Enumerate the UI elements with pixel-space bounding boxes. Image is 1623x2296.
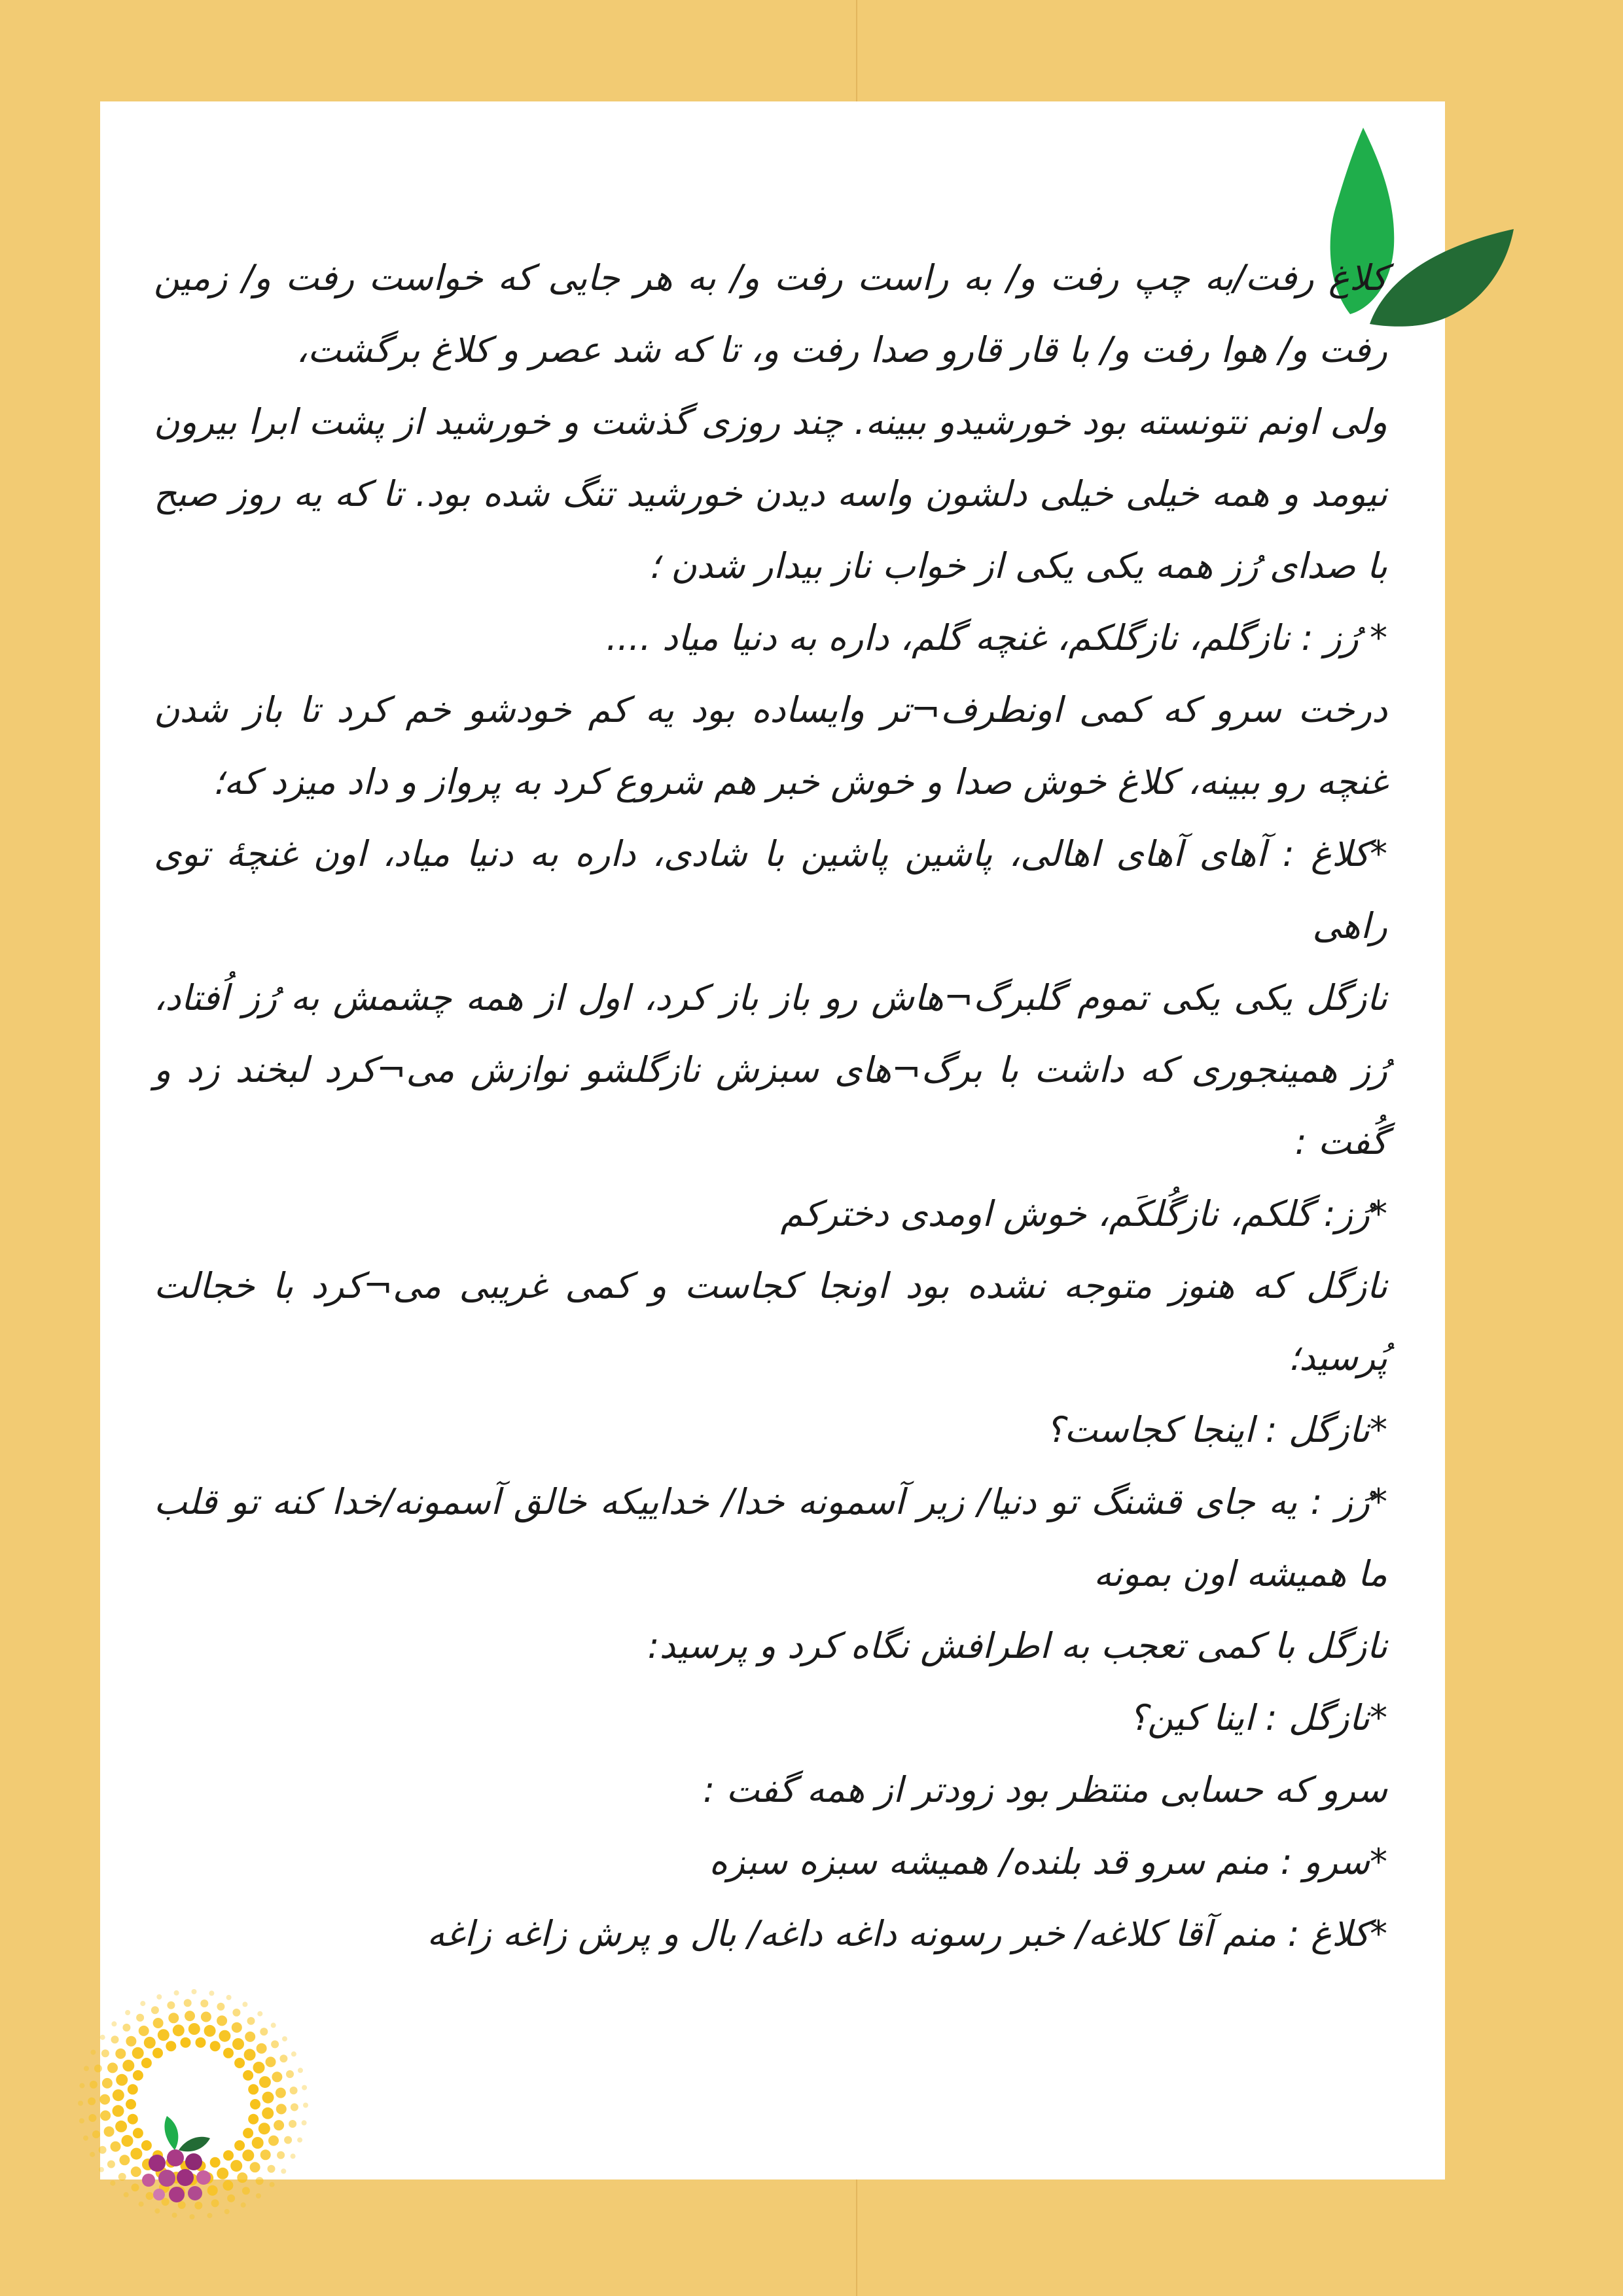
sun-dot (284, 2136, 292, 2144)
sun-dot (140, 2001, 145, 2006)
sun-dot (302, 2120, 307, 2125)
sun-dot (139, 2202, 144, 2207)
sun-dot (276, 2104, 287, 2114)
sun-dot (100, 2110, 111, 2121)
sun-dot (250, 2162, 260, 2172)
sun-dot (210, 2157, 221, 2168)
sun-dot (174, 1990, 179, 1996)
sun-dot (232, 2038, 244, 2050)
sun-dot (291, 2104, 298, 2111)
sun-dot (268, 2136, 279, 2146)
sun-dot (237, 2172, 247, 2183)
sun-dot (94, 2064, 102, 2072)
sun-dot (276, 2088, 286, 2098)
sun-dot (79, 2118, 84, 2123)
sun-dot (90, 2152, 95, 2157)
dialogue-line: * رُز : نازگلم، نازگلکم، غنچه گلم، داره به دنیا میاد .... (606, 617, 1387, 658)
sun-dot (257, 2011, 262, 2017)
sun-dot (286, 2070, 294, 2078)
sun-dot (277, 2151, 285, 2159)
sun-dot (209, 1990, 214, 1996)
sun-dot (172, 2213, 177, 2218)
sun-dot (110, 2181, 115, 2186)
sun-dot (262, 2108, 274, 2119)
sun-dot (141, 2058, 152, 2068)
sun-dot (253, 2062, 265, 2073)
sun-dot (256, 2193, 261, 2198)
sun-dot (262, 2092, 274, 2104)
dialogue-line: *رُز: گلکم، نازگُلکَم، خوش اومدی دخترکم (780, 1193, 1387, 1234)
sun-dot (88, 2114, 96, 2122)
sun-dot (232, 2009, 240, 2017)
dialogue-line: *کلاغ : منم آقا کلاغه/ خبر رسونه داغه داغه/ بال و پرش زاغه زاغه (427, 1913, 1387, 1954)
sun-dot (192, 1989, 197, 1994)
story-page (100, 101, 1445, 2179)
sun-dot (173, 2024, 185, 2036)
sun-dot (200, 2000, 208, 2007)
sun-dot (211, 2199, 219, 2207)
sun-dot (291, 2153, 296, 2159)
sun-dot (79, 2083, 84, 2089)
sun-dot (126, 2036, 136, 2047)
grape-cluster (142, 2116, 211, 2202)
sun-dot (115, 2049, 126, 2059)
sun-dot (219, 2030, 230, 2042)
sun-dot (178, 2201, 186, 2209)
sun-dot (124, 2192, 129, 2197)
story-paragraph: نازگل که هنوز متوجه نشده بود اونجا کجاست و کمی غریبی می¬کرد با خجالت پُرسید؛ (154, 1265, 1387, 1378)
page-fold-line-top (856, 0, 857, 101)
sun-dot (260, 2028, 268, 2036)
sun-dot (122, 2060, 134, 2072)
sun-dot (136, 2014, 144, 2022)
sun-dot (111, 2021, 116, 2026)
sun-dot (242, 2187, 250, 2195)
sun-dot (99, 2094, 110, 2105)
sun-dot (279, 2054, 287, 2062)
sun-dot (99, 2167, 104, 2172)
story-paragraph: درخت سرو که کمی اونطرف¬تر وایساده بود یه کم خودشو خم کرد تا باز شدن غنچه رو ببینه، کلاغ خوش صدا و خوش خبر هم شروع کرد به پرواز و داد میزد که؛ (154, 689, 1387, 802)
sun-dot (126, 2099, 136, 2109)
sun-dot (128, 2114, 138, 2125)
sun-dot (125, 2010, 130, 2015)
sun-dot (132, 2183, 139, 2191)
sun-dot (78, 2101, 83, 2106)
sun-dot (244, 2049, 256, 2060)
sun-dot (194, 2202, 202, 2210)
story-paragraph: سرو که حسابی منتظر بود زودتر از همه گفت : (703, 1769, 1387, 1810)
sun-dot (181, 2037, 191, 2048)
sun-dot (128, 2084, 138, 2094)
dialogue-line: *رُز : یه جای قشنگ تو دنیا/ زیر آسمونه خدا/ خداییکه خالق آسمونه/خدا کنه تو قلب ما همیشه اون بمونه (154, 1481, 1387, 1594)
story-text (154, 242, 1387, 1970)
sun-dot (84, 2066, 89, 2071)
sun-dot (223, 2150, 234, 2161)
sun-dot (207, 2185, 218, 2196)
sun-dot (166, 2041, 176, 2051)
sun-dot (83, 2136, 88, 2141)
sun-dot (271, 2040, 279, 2048)
sun-dot (92, 2130, 100, 2138)
sun-dot (185, 2011, 195, 2021)
sun-dot (154, 2208, 160, 2214)
sun-dot (270, 2182, 275, 2187)
sun-dot (248, 2114, 259, 2125)
sun-dot (234, 2140, 245, 2151)
story-paragraph: کلاغ رفت/به چپ رفت و/ به راست رفت و/ به هر جایی که خواست رفت و/ زمین رفت و/ هوا رفت و/ با قار قارو صدا رفت و، تا که شد عصر و کلاغ برگشت، (154, 257, 1387, 370)
sun-dot (248, 2084, 259, 2094)
sun-dot (282, 2036, 287, 2041)
sun-dot (271, 2022, 276, 2028)
sun-dot (274, 2120, 284, 2130)
sun-dot (232, 2022, 242, 2033)
sun-dot (107, 2161, 115, 2168)
sun-dot (272, 2072, 282, 2082)
sun-dot (289, 2120, 296, 2128)
sun-dot (90, 2050, 96, 2055)
sun-dot (90, 2081, 98, 2089)
sun-dot (245, 2032, 255, 2042)
sun-dot (224, 2209, 230, 2214)
dialogue-line: *نازگل : اینجا کجاست؟ (1045, 1409, 1387, 1450)
sun-dot (230, 2160, 242, 2172)
sun-dot (266, 2056, 276, 2067)
sun-dot (217, 2003, 224, 2011)
sun-dot (223, 2048, 234, 2058)
sun-dot (113, 2089, 124, 2101)
sun-dot (133, 2128, 143, 2138)
story-paragraph: ولی اونم نتونسته بود خورشیدو ببینه. چند روزی گذشت و خورشید از پشت ابرا بیرون نیومد و همه خیلی خیلی دلشون واسه دیدن خورشید تنگ شده بود. تا که یه روز صبح با صدای رُز همه یکی یکی از خواب ناز بیدار شدن ؛ (154, 401, 1387, 586)
sun-dot (227, 2195, 235, 2202)
sun-dot (226, 1995, 232, 2000)
sun-dot (132, 2047, 144, 2059)
sun-dot (113, 2105, 124, 2117)
sun-dot (297, 2138, 302, 2143)
sun-dot (122, 2135, 134, 2147)
sun-dot (204, 2025, 216, 2037)
dialogue-line: *نازگل : اینا کین؟ (1128, 1697, 1387, 1738)
sun-dot (100, 2035, 105, 2040)
sun-dot (281, 2168, 286, 2174)
sun-dot (201, 2012, 211, 2022)
sun-dot (153, 2018, 164, 2028)
sun-dot (119, 2155, 130, 2165)
sun-dot (207, 2213, 212, 2218)
sun-dot (243, 2070, 253, 2081)
sun-dot (88, 2098, 96, 2106)
sun-dot (257, 2043, 267, 2054)
page-fold-line-bottom (856, 2179, 857, 2296)
sun-dot (99, 2146, 107, 2154)
dotted-sun-grapes-icon (75, 1986, 311, 2222)
sun-dot (242, 2001, 247, 2007)
sun-dot (141, 2140, 152, 2151)
sun-dot (111, 2036, 119, 2043)
sun-dot (168, 2013, 179, 2023)
sun-dot (107, 2062, 118, 2073)
sun-dot (116, 2074, 128, 2086)
sun-dot (130, 2148, 142, 2160)
sun-dot (115, 2121, 127, 2132)
sun-dot (167, 2001, 175, 2009)
sun-dot (139, 2026, 149, 2036)
sun-dot (122, 2024, 130, 2032)
sun-dot (144, 2037, 156, 2049)
sun-dot (298, 2068, 303, 2073)
dialogue-line: *کلاغ : آهای آهای اهالی، پاشین پاشین با شادی، داره به دنیا میاد، اون غنچهٔ توی راهی (154, 833, 1387, 946)
sun-dot (190, 2214, 195, 2219)
sun-dot (158, 2029, 169, 2041)
sun-dot (259, 2123, 270, 2134)
story-paragraph: نازگل با کمی تعجب به اطرافش نگاه کرد و پرسید: (647, 1625, 1387, 1666)
sun-dot (102, 2078, 113, 2089)
sun-dot (111, 2142, 121, 2152)
sun-dot (152, 2048, 163, 2058)
sun-dot (101, 2049, 109, 2057)
sun-dot (223, 2180, 233, 2191)
sun-dot (146, 2192, 154, 2200)
sun-dot (131, 2166, 141, 2177)
sun-dot (156, 1994, 162, 2000)
sun-dot (252, 2137, 264, 2149)
sun-dot (234, 2058, 245, 2068)
story-paragraph: نازگل یکی یکی تموم گلبرگ¬هاش رو باز باز کرد، اول از همه چشمش به رُز اُفتاد، رُز همینجوری که داشت با برگ¬های سبزش نازگلشو نوازش می¬کرد لبخند زد و گُفت : (154, 977, 1387, 1162)
sun-dot (243, 2128, 253, 2138)
sun-dot (118, 2173, 126, 2181)
sun-dot (241, 2202, 246, 2208)
sun-dot (217, 2015, 227, 2026)
sun-dot (188, 2023, 200, 2035)
sun-dot (247, 2017, 255, 2025)
sun-dot (268, 2165, 276, 2173)
sun-dot (210, 2041, 221, 2051)
sun-dot (133, 2070, 143, 2081)
sun-dot (290, 2087, 298, 2094)
dialogue-line: *سرو : منم سرو قد بلنده/ همیشه سبزه سبزه (709, 1841, 1387, 1882)
sun-dot (303, 2103, 308, 2108)
sun-dot (259, 2076, 271, 2088)
sun-dot (184, 1999, 192, 2007)
sun-dot (104, 2126, 115, 2137)
sun-dot (302, 2085, 307, 2090)
sun-dot (151, 2006, 159, 2014)
sun-dot (256, 2177, 264, 2185)
sun-dot (291, 2051, 296, 2056)
sun-dot (250, 2099, 260, 2109)
sun-dot (217, 2168, 228, 2179)
sun-dot (242, 2149, 254, 2161)
sun-dot (260, 2149, 271, 2160)
sun-dot (196, 2037, 206, 2048)
